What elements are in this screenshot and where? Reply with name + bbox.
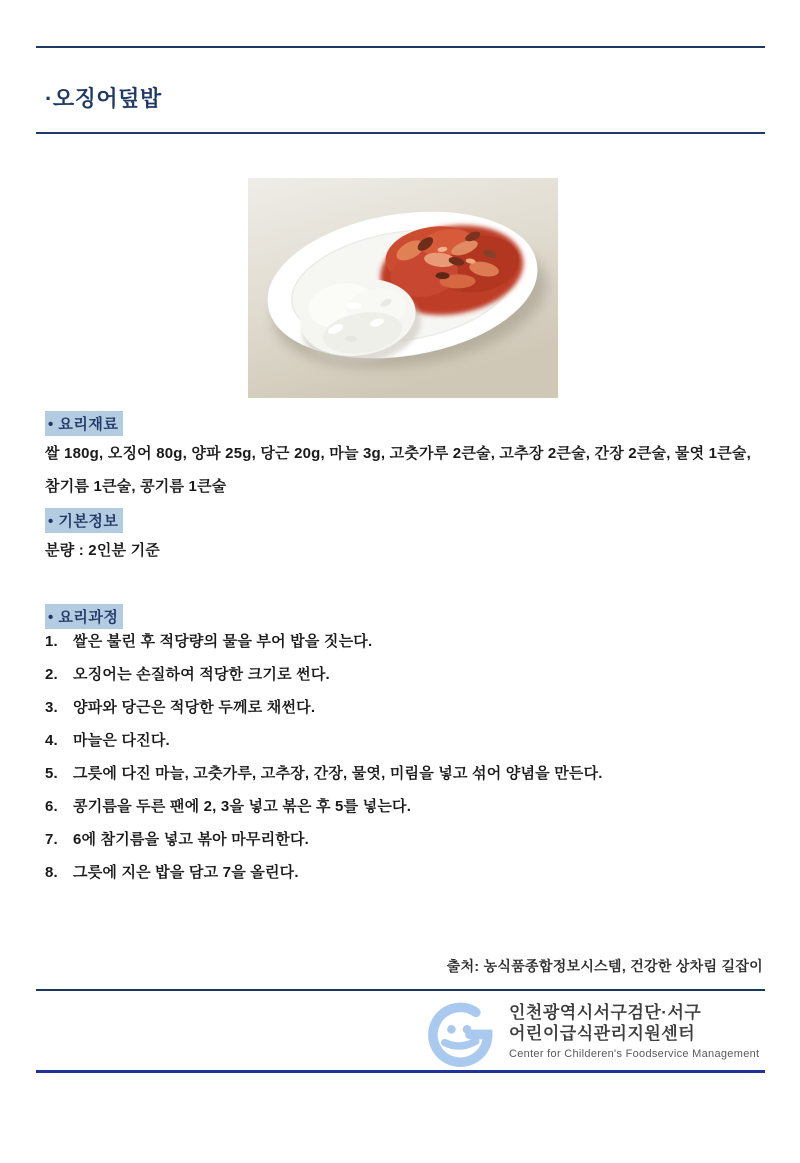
organization-name xyxy=(509,996,759,1060)
org-name-line1: 인천광역시서구검단·서구 xyxy=(509,1003,702,1022)
step-text: 오징어는 손질하여 적당한 크기로 썬다. xyxy=(73,666,330,683)
bottom-rule xyxy=(36,1070,765,1073)
step-number: 5. xyxy=(45,765,58,782)
section-heading-basic-info: • 기본정보 xyxy=(45,508,123,533)
dish-photo xyxy=(248,178,558,398)
cooking-step xyxy=(45,696,765,729)
step-text: 양파와 당근은 적당한 두께로 채썬다. xyxy=(73,699,316,716)
cooking-step xyxy=(45,861,765,894)
footer-rule xyxy=(36,989,765,991)
step-text: 그릇에 다진 마늘, 고춧가루, 고추장, 간장, 물엿, 미림을 넣고 섞어 양념을 만든다. xyxy=(73,765,603,782)
step-text: 그릇에 지은 밥을 담고 7을 올린다. xyxy=(73,864,299,881)
cooking-step xyxy=(45,729,765,762)
page-title: ·오징어덮밥 xyxy=(45,86,162,111)
smiley-face-logo-icon xyxy=(427,996,501,1075)
cooking-step xyxy=(45,828,765,861)
top-rule xyxy=(36,46,765,48)
step-number: 2. xyxy=(45,666,58,683)
step-number: 3. xyxy=(45,699,58,716)
serving-size-text: 분량 : 2인분 기준 xyxy=(45,542,160,559)
step-text: 마늘은 다진다. xyxy=(73,732,170,749)
step-text: 콩기름을 두른 팬에 2, 3을 넣고 볶은 후 5를 넣는다. xyxy=(73,798,412,815)
cooking-step xyxy=(45,762,765,795)
cooking-step xyxy=(45,795,765,828)
step-number: 6. xyxy=(45,798,58,815)
ingredients-text: 쌀 180g, 오징어 80g, 양파 25g, 당근 20g, 마늘 3g, 고춧가루 2큰술, 고추장 2큰술, 간장 2큰술, 물엿 1큰술, 참기름 1큰술, 콩기름 1큰술 xyxy=(45,445,751,495)
org-name-english: Center for Childeren's Foodservice Management xyxy=(509,1048,760,1060)
organization-block xyxy=(427,996,759,1075)
title-rule xyxy=(36,132,765,134)
step-text: 쌀은 불린 후 적당량의 물을 부어 밥을 짓는다. xyxy=(73,633,373,650)
source-note: 출처: 농식품종합정보시스템, 건강한 상차림 길잡이 xyxy=(446,958,763,974)
section-heading-ingredients: • 요리재료 xyxy=(45,411,123,436)
step-number: 1. xyxy=(45,633,58,650)
cooking-step xyxy=(45,663,765,696)
section-heading-steps: • 요리과정 xyxy=(45,604,123,629)
step-number: 4. xyxy=(45,732,58,749)
step-number: 8. xyxy=(45,864,58,881)
cooking-steps-list xyxy=(45,630,765,894)
cooking-step xyxy=(45,630,765,663)
step-text: 6에 참기름을 넣고 볶아 마무리한다. xyxy=(73,831,310,848)
step-number: 7. xyxy=(45,831,58,848)
dish-photo-illustration xyxy=(248,178,558,398)
org-name-line2: 어린이급식관리지원센터 xyxy=(509,1024,696,1043)
